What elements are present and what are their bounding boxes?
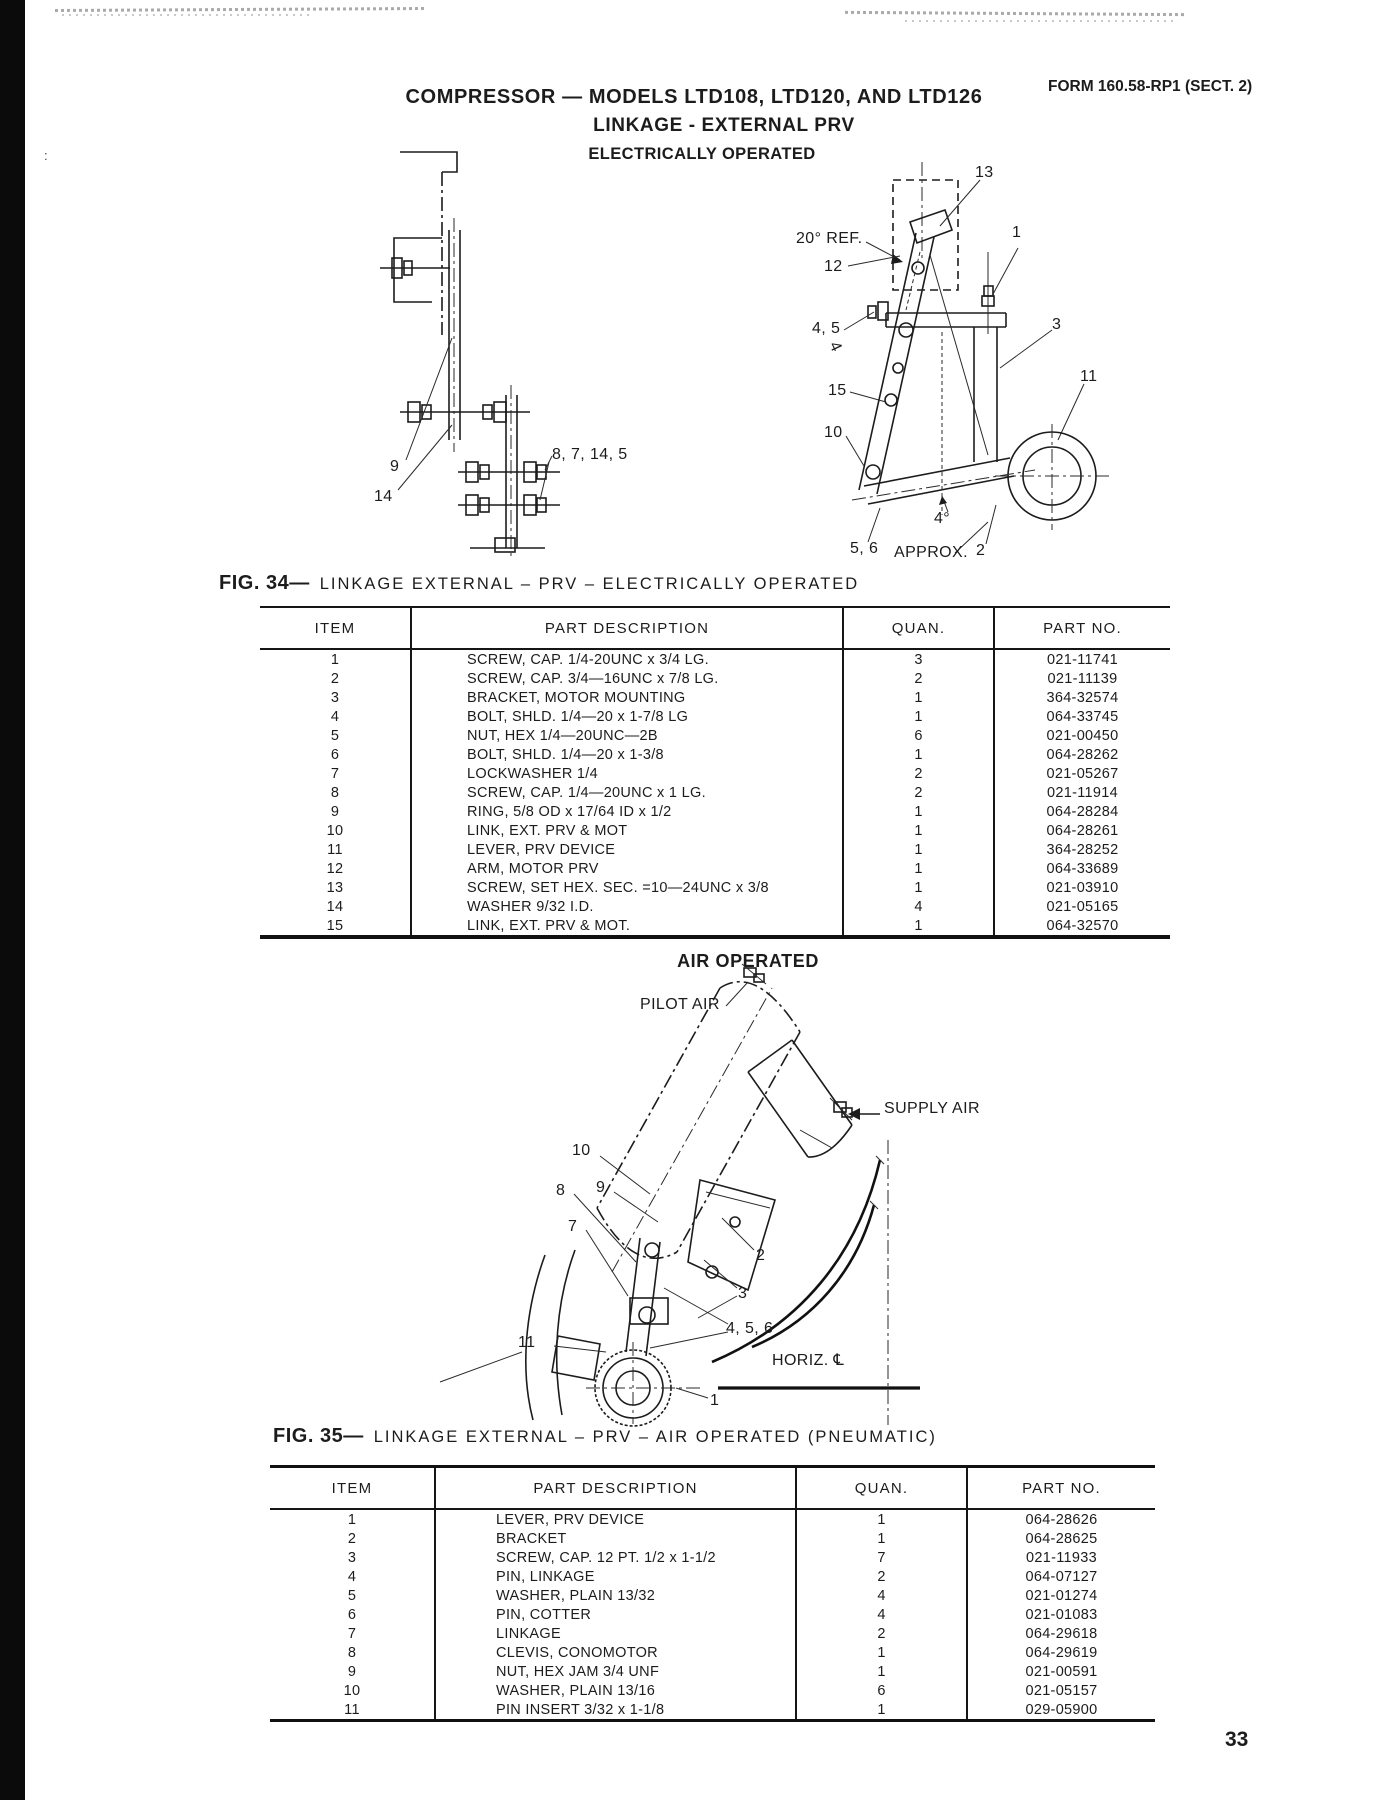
cell-item: 9	[270, 1662, 435, 1681]
fig34-callout-4-5: 4, 5	[812, 320, 841, 337]
fig34-callout-20deg-ref: 20° REF.	[796, 230, 863, 247]
fig34-callout-4deg: 4°	[934, 510, 951, 527]
fig34-callout-11: 11	[1080, 368, 1098, 385]
table-row	[270, 1529, 1155, 1548]
table-row	[270, 1567, 1155, 1586]
fig35-callout-horiz-centerline: HORIZ. ℄	[772, 1352, 845, 1369]
cell-part-number: 021-01083	[1025, 1606, 1098, 1623]
cell-part-number: 064-28625	[1025, 1530, 1098, 1547]
cell-part-number: 064-28284	[1046, 803, 1119, 820]
table-row	[260, 649, 1170, 669]
cell-quantity: 4	[796, 1605, 967, 1624]
fig34-callout-approx: APPROX.	[894, 544, 968, 561]
cell-quantity: 1	[796, 1529, 967, 1548]
table-row	[260, 916, 1170, 937]
stray-mark: :	[44, 148, 48, 163]
cell-item: 2	[260, 669, 411, 688]
cell-part-number: 021-00591	[1025, 1663, 1098, 1680]
cell-part-number: 064-33689	[1046, 860, 1119, 877]
table-row	[260, 878, 1170, 897]
cell-description: SCREW, CAP. 1/4-20UNC x 3/4 LG.	[411, 649, 843, 669]
fig35-callout-2: 2	[756, 1247, 766, 1264]
fig35-callout-3: 3	[738, 1285, 748, 1302]
cell-item: 7	[270, 1624, 435, 1643]
fig34-caption-number: FIG. 34—	[219, 572, 310, 594]
cell-item: 12	[260, 859, 411, 878]
fig34-caption-text: LINKAGE EXTERNAL – PRV – ELECTRICALLY OPERATED	[319, 575, 860, 593]
cell-quantity: 1	[796, 1700, 967, 1721]
cell-item: 7	[260, 764, 411, 783]
table-row	[270, 1643, 1155, 1662]
cell-description: PIN, COTTER	[435, 1605, 796, 1624]
cell-part-number: 021-05165	[1046, 898, 1119, 915]
cell-quantity: 1	[843, 745, 994, 764]
fig34-callout-4-rotated: 4	[825, 338, 845, 355]
cell-description: WASHER, PLAIN 13/32	[435, 1586, 796, 1605]
scan-noise	[62, 14, 312, 16]
table-row	[260, 840, 1170, 859]
cell-description: LINK, EXT. PRV & MOT.	[411, 916, 843, 937]
cell-description: PIN, LINKAGE	[435, 1567, 796, 1586]
fig34-callout-14: 14	[374, 488, 393, 505]
scan-noise	[905, 20, 1175, 22]
cell-quantity: 2	[843, 669, 994, 688]
cell-quantity: 2	[843, 764, 994, 783]
cell-quantity: 4	[796, 1586, 967, 1605]
cell-description: LINK, EXT. PRV & MOT	[411, 821, 843, 840]
fig35-parts-table-wrapper	[270, 1465, 1155, 1722]
cell-part-number: 064-29618	[1025, 1625, 1098, 1642]
table-row	[270, 1548, 1155, 1567]
table-row	[260, 859, 1170, 878]
table-row	[270, 1509, 1155, 1529]
cell-item: 3	[260, 688, 411, 707]
fig35-callout-1: 1	[710, 1392, 720, 1409]
cell-item: 11	[270, 1700, 435, 1721]
table-row	[260, 745, 1170, 764]
cell-description: NUT, HEX JAM 3/4 UNF	[435, 1662, 796, 1681]
column-header-item: ITEM	[270, 1467, 435, 1510]
cell-item: 10	[260, 821, 411, 840]
cell-quantity: 1	[843, 802, 994, 821]
cell-description: CLEVIS, CONOMOTOR	[435, 1643, 796, 1662]
cell-description: PIN INSERT 3/32 x 1-1/8	[435, 1700, 796, 1721]
cell-description: LEVER, PRV DEVICE	[435, 1509, 796, 1529]
fig34-callout-15: 15	[828, 382, 847, 399]
column-header-part-number: PART NO.	[994, 607, 1170, 649]
cell-part-number: 364-32574	[1046, 689, 1119, 706]
cell-item: 15	[260, 916, 411, 937]
fig34-callout-12: 12	[824, 258, 843, 275]
cell-part-number: 064-33745	[1046, 708, 1119, 725]
scan-noise	[845, 11, 1185, 16]
cell-description: SCREW, CAP. 12 PT. 1/2 x 1-1/2	[435, 1548, 796, 1567]
form-number: FORM 160.58-RP1 (SECT. 2)	[1048, 78, 1253, 95]
fig35-callout-11: 11	[518, 1334, 536, 1351]
table-row	[270, 1681, 1155, 1700]
cell-description: BRACKET	[435, 1529, 796, 1548]
fig35-callout-10: 10	[572, 1142, 591, 1159]
cell-description: BRACKET, MOTOR MOUNTING	[411, 688, 843, 707]
cell-quantity: 6	[796, 1681, 967, 1700]
column-header-description: PART DESCRIPTION	[411, 607, 843, 649]
cell-part-number: 364-28252	[1046, 841, 1119, 858]
cell-part-number: 064-28261	[1046, 822, 1119, 839]
fig34-drawing	[340, 140, 1140, 570]
fig34-caption	[219, 572, 859, 595]
table-row	[270, 1624, 1155, 1643]
cell-description: NUT, HEX 1/4—20UNC—2B	[411, 726, 843, 745]
fig34-callout-2: 2	[976, 542, 986, 559]
fig35-callout-9: 9	[596, 1179, 606, 1196]
cell-part-number: 021-00450	[1046, 727, 1119, 744]
table-row	[270, 1605, 1155, 1624]
cell-quantity: 1	[843, 688, 994, 707]
cell-quantity: 2	[796, 1567, 967, 1586]
cell-quantity: 1	[796, 1509, 967, 1529]
fig35-caption-text: LINKAGE EXTERNAL – PRV – AIR OPERATED (PNEUMATIC)	[373, 1428, 937, 1446]
cell-part-number: 021-11933	[1026, 1549, 1097, 1566]
cell-quantity: 7	[796, 1548, 967, 1567]
cell-quantity: 1	[843, 878, 994, 897]
fig34-callout-9: 9	[390, 458, 400, 475]
table-row	[270, 1700, 1155, 1721]
cell-description: WASHER, PLAIN 13/16	[435, 1681, 796, 1700]
fig34-callout-13: 13	[975, 164, 994, 181]
cell-part-number: 021-05267	[1046, 765, 1119, 782]
cell-description: SCREW, CAP. 3/4—16UNC x 7/8 LG.	[411, 669, 843, 688]
cell-item: 5	[270, 1586, 435, 1605]
cell-part-number: 064-28262	[1046, 746, 1119, 763]
fig35-parts-table	[270, 1465, 1155, 1722]
fig34-callout-8-7-14-5: 8, 7, 14, 5	[552, 446, 628, 463]
fig35-callout-4-5-6: 4, 5, 6	[726, 1320, 774, 1337]
cell-item: 13	[260, 878, 411, 897]
column-header-description: PART DESCRIPTION	[435, 1467, 796, 1510]
cell-quantity: 1	[843, 707, 994, 726]
cell-part-number: 029-05900	[1025, 1701, 1098, 1718]
scan-noise	[55, 7, 425, 12]
table-row	[260, 783, 1170, 802]
cell-description: LEVER, PRV DEVICE	[411, 840, 843, 859]
page-subtitle: LINKAGE - EXTERNAL PRV	[593, 115, 855, 136]
cell-part-number: 064-28626	[1025, 1511, 1098, 1528]
cell-description: SCREW, SET HEX. SEC. =10—24UNC x 3/8	[411, 878, 843, 897]
table-row	[260, 821, 1170, 840]
cell-item: 4	[270, 1567, 435, 1586]
cell-quantity: 1	[843, 859, 994, 878]
cell-quantity: 1	[796, 1662, 967, 1681]
table-row	[260, 707, 1170, 726]
cell-description: WASHER 9/32 I.D.	[411, 897, 843, 916]
cell-description: ARM, MOTOR PRV	[411, 859, 843, 878]
cell-description: LOCKWASHER 1/4	[411, 764, 843, 783]
table-header-row	[260, 607, 1170, 649]
cell-item: 5	[260, 726, 411, 745]
table-row	[260, 764, 1170, 783]
cell-quantity: 6	[843, 726, 994, 745]
column-header-quantity: QUAN.	[843, 607, 994, 649]
cell-description: LINKAGE	[435, 1624, 796, 1643]
table-row	[260, 669, 1170, 688]
cell-part-number: 021-11741	[1047, 651, 1118, 668]
cell-item: 6	[270, 1605, 435, 1624]
cell-item: 8	[260, 783, 411, 802]
cell-quantity: 2	[843, 783, 994, 802]
cell-quantity: 1	[796, 1643, 967, 1662]
fig35-caption-number: FIG. 35—	[273, 1425, 364, 1447]
column-header-quantity: QUAN.	[796, 1467, 967, 1510]
cell-item: 9	[260, 802, 411, 821]
fig34-callout-5-6: 5, 6	[850, 540, 879, 557]
table-row	[260, 802, 1170, 821]
table-row	[270, 1586, 1155, 1605]
scan-edge-strip	[0, 0, 25, 1800]
cell-item: 8	[270, 1643, 435, 1662]
cell-part-number: 021-11914	[1047, 784, 1118, 801]
cell-item: 1	[270, 1509, 435, 1529]
cell-part-number: 021-01274	[1025, 1587, 1098, 1604]
cell-quantity: 2	[796, 1624, 967, 1643]
cell-item: 6	[260, 745, 411, 764]
cell-part-number: 064-07127	[1025, 1568, 1098, 1585]
cell-item: 2	[270, 1529, 435, 1548]
fig34-callout-1: 1	[1012, 224, 1022, 241]
cell-quantity: 1	[843, 916, 994, 937]
cell-description: BOLT, SHLD. 1/4—20 x 1-7/8 LG	[411, 707, 843, 726]
cell-description: BOLT, SHLD. 1/4—20 x 1-3/8	[411, 745, 843, 764]
fig34-parts-table	[260, 606, 1170, 939]
cell-item: 4	[260, 707, 411, 726]
page-number: 33	[1225, 1728, 1249, 1751]
cell-quantity: 1	[843, 840, 994, 859]
fig34-subtitle: ELECTRICALLY OPERATED	[588, 145, 816, 163]
cell-part-number: 021-05157	[1025, 1682, 1098, 1699]
table-row	[260, 688, 1170, 707]
fig35-callout-7: 7	[568, 1218, 578, 1235]
cell-part-number: 064-29619	[1025, 1644, 1098, 1661]
table-row	[260, 726, 1170, 745]
cell-item: 14	[260, 897, 411, 916]
column-header-part-number: PART NO.	[967, 1467, 1155, 1510]
cell-description: SCREW, CAP. 1/4—20UNC x 1 LG.	[411, 783, 843, 802]
table-row	[270, 1662, 1155, 1681]
fig34-parts-table-wrapper	[260, 606, 1170, 939]
table-header-row	[270, 1467, 1155, 1510]
column-header-item: ITEM	[260, 607, 411, 649]
cell-quantity: 1	[843, 821, 994, 840]
cell-item: 10	[270, 1681, 435, 1700]
cell-item: 3	[270, 1548, 435, 1567]
fig35-callout-supply-air: SUPPLY AIR	[884, 1100, 980, 1117]
cell-part-number: 021-03910	[1046, 879, 1119, 896]
fig35-caption	[273, 1425, 937, 1448]
table-row	[260, 897, 1170, 916]
cell-item: 11	[260, 840, 411, 859]
fig34-callout-10: 10	[824, 424, 843, 441]
fig34-callout-3: 3	[1052, 316, 1062, 333]
cell-quantity: 4	[843, 897, 994, 916]
cell-item: 1	[260, 649, 411, 669]
cell-part-number: 064-32570	[1046, 917, 1119, 934]
fig35-drawing	[420, 960, 980, 1430]
fig35-subtitle: AIR OPERATED	[677, 951, 819, 971]
fig35-callout-8: 8	[556, 1182, 566, 1199]
fig35-callout-pilot-air: PILOT AIR	[640, 996, 720, 1013]
page-title: COMPRESSOR — MODELS LTD108, LTD120, AND LTD126	[405, 86, 983, 108]
cell-description: RING, 5/8 OD x 17/64 ID x 1/2	[411, 802, 843, 821]
cell-quantity: 3	[843, 649, 994, 669]
cell-part-number: 021-11139	[1047, 670, 1118, 687]
